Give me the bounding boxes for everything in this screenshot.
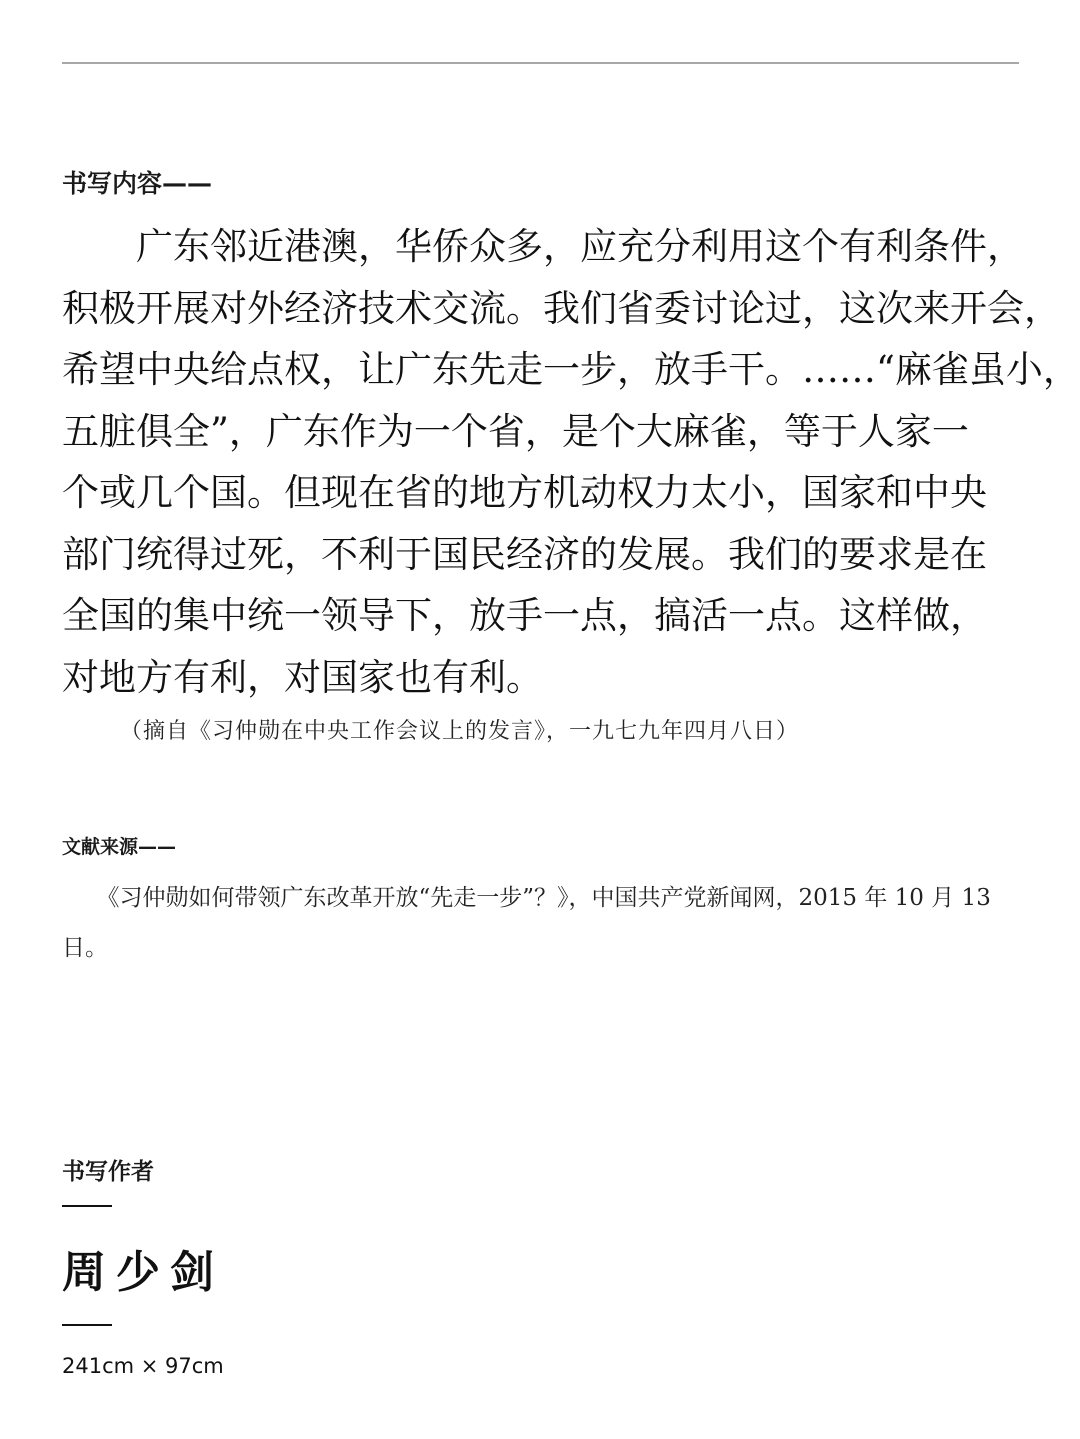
citation: （摘自《习仲勋在中央工作会议上的发言》，一九七九年四月八日） [120,719,800,744]
body-line: 五脏俱全”，广东作为一个省，是个大麻雀，等于人家一 [62,409,969,453]
top-divider [62,62,1019,64]
body-line: 积极开展对外经济技术交流。我们省委讨论过，这次来开会， [62,286,1061,330]
dimensions-divider [62,1324,112,1326]
author-name: 周少剑 [62,1247,224,1298]
content-section-label: 书写内容—— [62,169,213,198]
artwork-dimensions: 241cm × 97cm [62,1354,224,1378]
body-line: 个或几个国。但现在省的地方机动权力太小，国家和中央 [62,471,987,514]
author-section-label: 书写作者 [62,1159,154,1185]
body-line: 部门统得过死，不利于国民经济的发展。我们的要求是在 [62,532,987,576]
body-line: 广东邻近港澳，华侨众多，应充分利用这个有利条件， [62,225,1024,268]
source-reference: 《习仲勋如何带领广东改革开放“先走一步”？》，中国共产党新闻网，2015 年 10 月 13 日。 [62,885,991,961]
body-line: 希望中央给点权，让广东先走一步，放手干。……“麻雀虽小， [62,348,1080,391]
source-section-label: 文献来源—— [62,836,177,858]
author-divider [62,1205,112,1207]
body-line: 对地方有利，对国家也有利。 [62,655,543,699]
body-line: 全国的集中统一领导下，放手一点，搞活一点。这样做， [62,594,987,637]
calligraphy-content-text [62,216,1080,708]
